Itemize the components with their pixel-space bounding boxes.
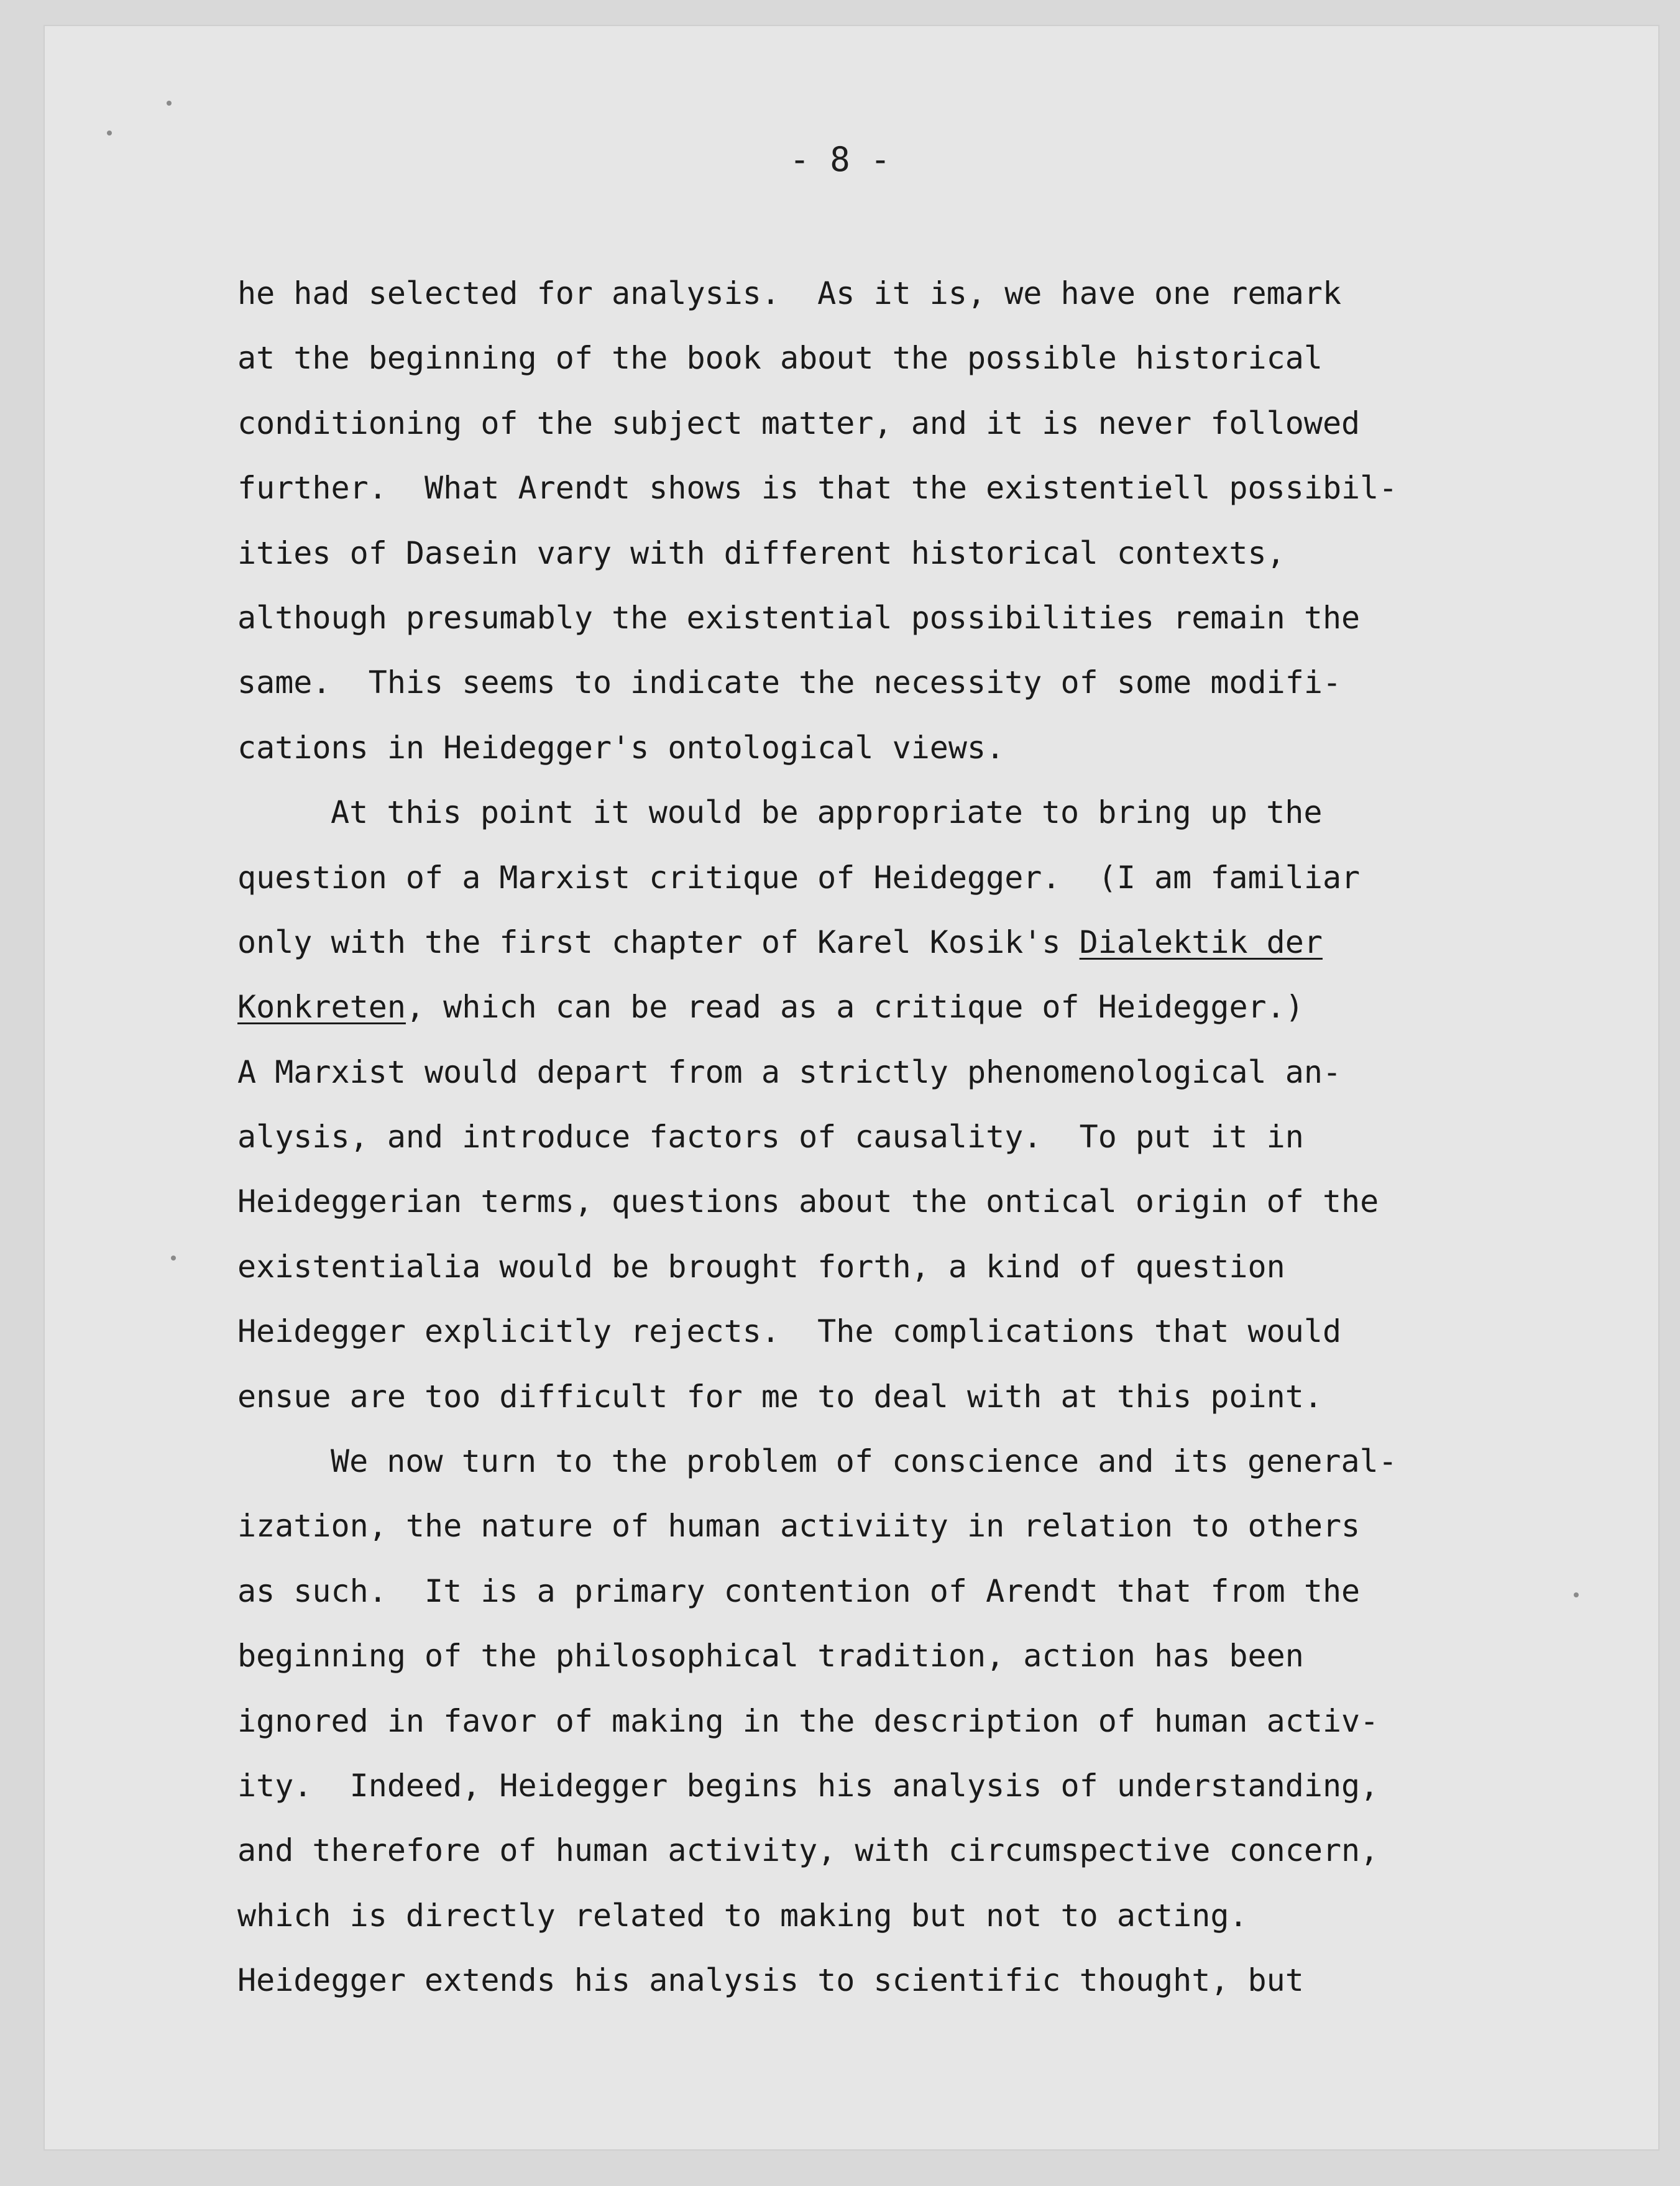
text-line: same. This seems to indicate the necessity of some modifi- [237, 664, 1342, 701]
text-line: existentialia would be brought forth, a kind of question [237, 1248, 1285, 1285]
text-line: further. What Arendt shows is that the existentiell possibil- [237, 470, 1398, 507]
text-line: question of a Marxist critique of Heidegger. (I am familiar [237, 859, 1361, 896]
text-line: and therefore of human activity, with circumspective concern, [237, 1832, 1379, 1869]
text-line: ity. Indeed, Heidegger begins his analysis of understanding, [237, 1767, 1379, 1804]
text-line: Heidegger explicitly rejects. The complications that would [237, 1313, 1342, 1350]
text-line: alysis, and introduce factors of causality. To put it in [237, 1119, 1304, 1155]
text-fragment: , which can be read as a critique of Heidegger.) [405, 989, 1304, 1026]
paper-speck [107, 131, 112, 135]
text-line: cations in Heidegger's ontological views. [237, 729, 1005, 766]
text-line [237, 975, 1630, 1039]
text-line: conditioning of the subject matter, and it is never followed [237, 405, 1361, 441]
text-line [237, 910, 1630, 975]
text-line: ization, the nature of human activiity in relation to others [237, 1508, 1361, 1545]
text-line: Heideggerian terms, questions about the ontical origin of the [237, 1183, 1379, 1220]
body-text [237, 261, 1630, 2013]
book-title-underlined: Konkreten [237, 989, 406, 1026]
text-line: he had selected for analysis. As it is, we have one remark [237, 275, 1342, 311]
page-number: - 8 - [789, 140, 891, 179]
text-line: A Marxist would depart from a strictly phenomenological an- [237, 1054, 1342, 1090]
text-fragment: only with the first chapter of Karel Kosik's [237, 924, 1080, 960]
text-line: which is directly related to making but not to acting. [237, 1897, 1248, 1934]
text-line: at the beginning of the book about the possible historical [237, 340, 1323, 377]
paragraph-start-line: We now turn to the problem of conscience and its general- [331, 1443, 1397, 1480]
text-line: ignored in favor of making in the description of human activ- [237, 1702, 1379, 1739]
paper-speck [167, 101, 172, 106]
text-line: beginning of the philosophical tradition, action has been [237, 1638, 1304, 1674]
book-title-underlined: Dialektik der [1079, 924, 1323, 960]
paragraph-start-line: At this point it would be appropriate to bring up the [331, 794, 1323, 831]
paper-speck [171, 1256, 176, 1261]
text-line: ensue are too difficult for me to deal with at this point. [237, 1378, 1323, 1415]
text-line: as such. It is a primary contention of Arendt that from the [237, 1573, 1361, 1609]
text-line: although presumably the existential possibilities remain the [237, 599, 1361, 636]
text-line: Heidegger extends his analysis to scientific thought, but [237, 1962, 1304, 1999]
text-line: ities of Dasein vary with different historical contexts, [237, 535, 1285, 571]
